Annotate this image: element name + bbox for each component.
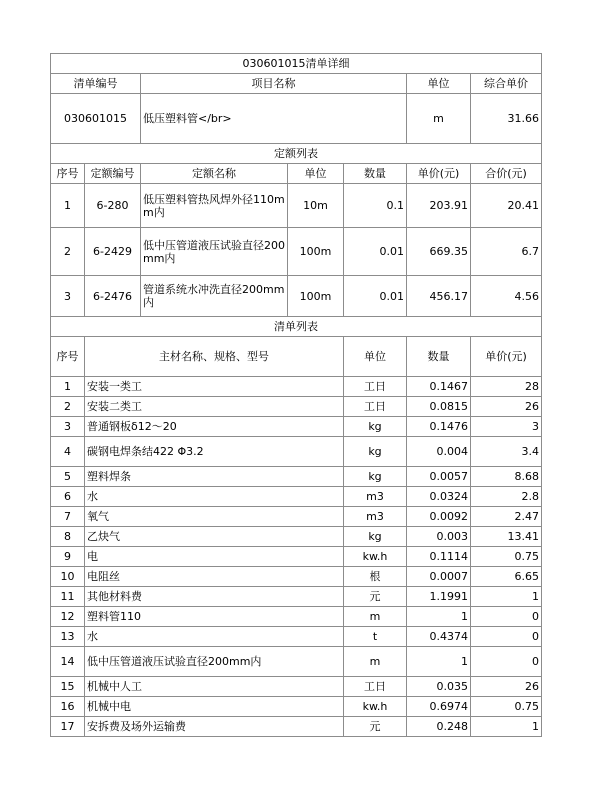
material-name: 低中压管道液压试验直径200mm内 xyxy=(85,647,344,677)
material-unit-price: 0 xyxy=(471,607,542,627)
material-seq: 12 xyxy=(51,607,85,627)
bill-unit-header: 单位 xyxy=(407,74,471,94)
material-row xyxy=(51,547,542,567)
material-qty: 0.0092 xyxy=(407,507,471,527)
material-unit: m xyxy=(344,647,407,677)
material-seq: 1 xyxy=(51,377,85,397)
material-unit: m3 xyxy=(344,507,407,527)
quota-unit: 100m xyxy=(288,276,344,317)
material-row xyxy=(51,697,542,717)
quota-total: 6.7 xyxy=(471,228,542,276)
quota-seq: 3 xyxy=(51,276,85,317)
material-seq: 6 xyxy=(51,487,85,507)
material-row xyxy=(51,417,542,437)
material-unit: kg xyxy=(344,417,407,437)
material-row xyxy=(51,677,542,697)
quota-code-header: 定额编号 xyxy=(85,164,141,184)
material-row xyxy=(51,507,542,527)
material-qty: 0.248 xyxy=(407,717,471,737)
material-row xyxy=(51,717,542,737)
table-title: 030601015清单详细 xyxy=(51,54,542,74)
quota-name: 低中压管道液压试验直径200mm内 xyxy=(141,228,288,276)
material-unit-price-header: 单价(元) xyxy=(471,337,542,377)
quota-code: 6-2429 xyxy=(85,228,141,276)
quota-section-title: 定额列表 xyxy=(51,144,542,164)
material-name: 塑料焊条 xyxy=(85,467,344,487)
material-name: 其他材料费 xyxy=(85,587,344,607)
material-name-header: 主材名称、规格、型号 xyxy=(85,337,344,377)
material-name: 氧气 xyxy=(85,507,344,527)
material-seq: 2 xyxy=(51,397,85,417)
quota-seq: 1 xyxy=(51,184,85,228)
material-row xyxy=(51,377,542,397)
bill-price-header: 综合单价 xyxy=(471,74,542,94)
material-unit-price: 8.68 xyxy=(471,467,542,487)
material-name: 电阻丝 xyxy=(85,567,344,587)
material-qty: 0.1476 xyxy=(407,417,471,437)
material-qty: 1 xyxy=(407,647,471,677)
material-seq: 3 xyxy=(51,417,85,437)
material-seq: 14 xyxy=(51,647,85,677)
material-unit: t xyxy=(344,627,407,647)
quota-code: 6-280 xyxy=(85,184,141,228)
material-unit: m xyxy=(344,607,407,627)
material-name: 乙炔气 xyxy=(85,527,344,547)
material-name: 电 xyxy=(85,547,344,567)
quota-total: 4.56 xyxy=(471,276,542,317)
material-unit: kg xyxy=(344,527,407,547)
material-row xyxy=(51,587,542,607)
material-seq: 9 xyxy=(51,547,85,567)
quota-name: 低压塑料管热风焊外径110mm内 xyxy=(141,184,288,228)
material-name: 安装一类工 xyxy=(85,377,344,397)
quota-qty-header: 数量 xyxy=(344,164,407,184)
material-qty: 0.0815 xyxy=(407,397,471,417)
material-name: 水 xyxy=(85,487,344,507)
bill-header-row xyxy=(51,74,542,94)
material-section-title: 清单列表 xyxy=(51,317,542,337)
quota-row xyxy=(51,276,542,317)
material-name: 普通钢板δ12～20 xyxy=(85,417,344,437)
material-unit: kg xyxy=(344,437,407,467)
material-unit-price: 0 xyxy=(471,647,542,677)
material-unit-price: 26 xyxy=(471,677,542,697)
material-seq: 13 xyxy=(51,627,85,647)
bill-unit: m xyxy=(407,94,471,144)
material-unit-price: 2.47 xyxy=(471,507,542,527)
material-unit-price: 1 xyxy=(471,717,542,737)
material-name: 碳钢电焊条结422 Φ3.2 xyxy=(85,437,344,467)
material-qty: 0.0007 xyxy=(407,567,471,587)
bill-code-header: 清单编号 xyxy=(51,74,141,94)
material-header-row xyxy=(51,337,542,377)
material-qty: 1.1991 xyxy=(407,587,471,607)
material-unit-price: 0 xyxy=(471,627,542,647)
title-row xyxy=(51,54,542,74)
quota-unit: 100m xyxy=(288,228,344,276)
quota-name: 管道系统水冲洗直径200mm内 xyxy=(141,276,288,317)
bill-name-header: 项目名称 xyxy=(141,74,407,94)
material-qty: 0.004 xyxy=(407,437,471,467)
quota-header-row xyxy=(51,164,542,184)
quota-unit-price: 203.91 xyxy=(407,184,471,228)
material-unit: kg xyxy=(344,467,407,487)
material-name: 水 xyxy=(85,627,344,647)
material-seq: 11 xyxy=(51,587,85,607)
bill-price: 31.66 xyxy=(471,94,542,144)
material-row xyxy=(51,627,542,647)
quota-qty: 0.01 xyxy=(344,276,407,317)
material-row xyxy=(51,607,542,627)
quota-row xyxy=(51,228,542,276)
material-unit: 工日 xyxy=(344,677,407,697)
material-name: 机械中人工 xyxy=(85,677,344,697)
material-unit-price: 3.4 xyxy=(471,437,542,467)
material-unit-price: 1 xyxy=(471,587,542,607)
material-name: 机械中电 xyxy=(85,697,344,717)
material-unit: 元 xyxy=(344,587,407,607)
material-seq: 16 xyxy=(51,697,85,717)
material-qty: 0.1467 xyxy=(407,377,471,397)
material-unit: m3 xyxy=(344,487,407,507)
bill-detail-table xyxy=(50,53,542,737)
material-seq: 17 xyxy=(51,717,85,737)
material-seq: 5 xyxy=(51,467,85,487)
material-unit-price: 2.8 xyxy=(471,487,542,507)
quota-seq-header: 序号 xyxy=(51,164,85,184)
material-row xyxy=(51,397,542,417)
material-unit: 工日 xyxy=(344,397,407,417)
quota-section-row xyxy=(51,144,542,164)
material-unit: kw.h xyxy=(344,547,407,567)
material-unit-price: 13.41 xyxy=(471,527,542,547)
material-name: 安拆费及场外运输费 xyxy=(85,717,344,737)
quota-total-header: 合价(元) xyxy=(471,164,542,184)
material-qty: 0.003 xyxy=(407,527,471,547)
quota-qty: 0.01 xyxy=(344,228,407,276)
material-row xyxy=(51,527,542,547)
material-unit: 元 xyxy=(344,717,407,737)
material-qty: 0.035 xyxy=(407,677,471,697)
material-qty: 0.1114 xyxy=(407,547,471,567)
quota-qty: 0.1 xyxy=(344,184,407,228)
material-row xyxy=(51,567,542,587)
quota-code: 6-2476 xyxy=(85,276,141,317)
material-row xyxy=(51,437,542,467)
quota-name-header: 定额名称 xyxy=(141,164,288,184)
material-qty: 0.4374 xyxy=(407,627,471,647)
material-row xyxy=(51,647,542,677)
material-section-row xyxy=(51,317,542,337)
material-name: 塑料管110 xyxy=(85,607,344,627)
material-unit-price: 0.75 xyxy=(471,697,542,717)
quota-row xyxy=(51,184,542,228)
material-qty: 0.0057 xyxy=(407,467,471,487)
material-row xyxy=(51,487,542,507)
material-unit: 根 xyxy=(344,567,407,587)
material-seq-header: 序号 xyxy=(51,337,85,377)
quota-unit: 10m xyxy=(288,184,344,228)
material-unit: 工日 xyxy=(344,377,407,397)
material-unit: kw.h xyxy=(344,697,407,717)
quota-unit-price: 456.17 xyxy=(407,276,471,317)
material-seq: 8 xyxy=(51,527,85,547)
quota-seq: 2 xyxy=(51,228,85,276)
material-seq: 4 xyxy=(51,437,85,467)
material-seq: 15 xyxy=(51,677,85,697)
material-unit-price: 26 xyxy=(471,397,542,417)
material-qty: 0.0324 xyxy=(407,487,471,507)
quota-unit-price-header: 单价(元) xyxy=(407,164,471,184)
bill-code: 030601015 xyxy=(51,94,141,144)
material-seq: 7 xyxy=(51,507,85,527)
material-unit-header: 单位 xyxy=(344,337,407,377)
material-row xyxy=(51,467,542,487)
material-qty-header: 数量 xyxy=(407,337,471,377)
bill-name: 低压塑料管</br> xyxy=(141,94,407,144)
quota-unit-header: 单位 xyxy=(288,164,344,184)
material-unit-price: 0.75 xyxy=(471,547,542,567)
quota-total: 20.41 xyxy=(471,184,542,228)
material-unit-price: 6.65 xyxy=(471,567,542,587)
material-qty: 0.6974 xyxy=(407,697,471,717)
material-unit-price: 28 xyxy=(471,377,542,397)
quota-unit-price: 669.35 xyxy=(407,228,471,276)
material-name: 安装二类工 xyxy=(85,397,344,417)
material-seq: 10 xyxy=(51,567,85,587)
material-qty: 1 xyxy=(407,607,471,627)
bill-row xyxy=(51,94,542,144)
material-unit-price: 3 xyxy=(471,417,542,437)
